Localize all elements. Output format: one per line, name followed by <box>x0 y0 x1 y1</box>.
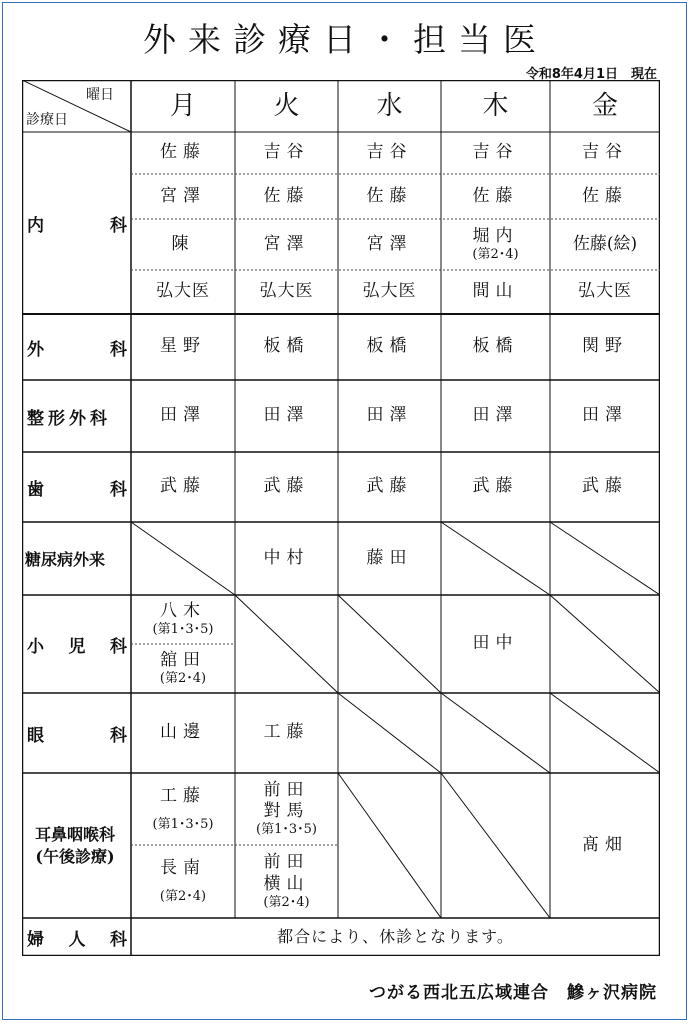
table-cell: 藤田 <box>366 547 413 568</box>
table-cell: 板橋 <box>472 336 519 357</box>
dept-diabetes: 糖尿病外来 <box>25 550 106 569</box>
table-cell: 田澤 <box>160 405 206 426</box>
table-cell: 髙畑 <box>582 834 628 855</box>
table-cell: 山邊 <box>160 722 206 743</box>
table-cell: 八木 (第1･3･5) <box>152 601 214 638</box>
table-cell: 舘田 (第2･4) <box>159 650 207 687</box>
table-cell: 佐藤 <box>366 185 413 206</box>
page-title: 外来診療日・担当医 <box>143 20 548 59</box>
as-of-date: 令和8年4月1日 現在 <box>525 67 657 82</box>
dept-ent: 耳鼻咽喉科 (午後診療) <box>34 824 115 866</box>
table-cell: 弘大医 <box>362 281 417 302</box>
table-cell: 前田 横山 (第2･4) <box>263 852 310 910</box>
table-cell: 板橋 <box>263 336 310 357</box>
table-cell: 星野 <box>160 336 206 357</box>
table-cell: 宮澤 <box>160 185 206 206</box>
table-cell: 弘大医 <box>259 281 314 302</box>
table-cell: 長南 (第2･4) <box>159 858 207 905</box>
dept-surgery: 外 科 <box>27 339 127 360</box>
table-cell: 田澤 <box>366 405 413 426</box>
table-cell: 武藤 <box>263 476 310 497</box>
table-cell: 宮澤 <box>263 233 310 254</box>
table-cell: 吉谷 <box>263 142 310 163</box>
header-corner-date-label: 診療日 <box>26 112 68 128</box>
dept-internal-medicine: 内 科 <box>27 215 127 236</box>
table-cell: 佐藤 <box>582 185 628 206</box>
schedule-note: (第2･4) <box>159 889 207 905</box>
table-cell: 陳 <box>171 233 195 254</box>
table-cell: 田澤 <box>582 405 628 426</box>
table-cell: 吉谷 <box>582 142 628 163</box>
table-cell: 前田 對馬 (第1･3･5) <box>256 779 317 838</box>
table-cell: 田澤 <box>472 405 519 426</box>
table-cell: 武藤 <box>160 476 206 497</box>
table-cell: 佐藤 <box>263 185 310 206</box>
schedule-note: (第1･3･5) <box>152 816 214 832</box>
dept-pediatrics: 小 児 科 <box>27 636 127 657</box>
table-cell: 間山 <box>472 281 519 302</box>
table-cell: 佐藤 <box>160 142 206 163</box>
dept-dentistry: 歯 科 <box>27 479 127 500</box>
table-cell: 佐藤 <box>472 185 519 206</box>
day-header-mon: 月 <box>169 90 196 121</box>
table-cell: 関野 <box>582 336 628 357</box>
table-cell: 田澤 <box>263 405 310 426</box>
schedule-table <box>22 80 660 956</box>
schedule-note: (第2･4) <box>263 894 310 910</box>
day-header-thu: 木 <box>482 90 509 121</box>
table-cell: 武藤 <box>472 476 519 497</box>
day-header-wed: 水 <box>376 90 403 121</box>
header-corner-day-label: 曜日 <box>86 87 114 103</box>
schedule-note: (第2･4) <box>472 247 519 263</box>
table-cell: 吉谷 <box>366 142 413 163</box>
table-cell: 工藤 <box>263 722 310 743</box>
dept-gynecology: 婦 人 科 <box>27 929 127 950</box>
table-cell: 武藤 <box>582 476 628 497</box>
schedule-note: (第1･3･5) <box>256 822 317 838</box>
table-cell: 田中 <box>472 633 519 654</box>
schedule-note: (第1･3･5) <box>152 622 214 638</box>
hospital-name: つがる西北五広域連合 鰺ヶ沢病院 <box>369 983 657 1003</box>
table-cell: 吉谷 <box>472 142 519 163</box>
schedule-note: (第2･4) <box>159 671 207 687</box>
table-cell: 工藤 (第1･3･5) <box>152 785 214 832</box>
day-header-tue: 火 <box>273 90 300 121</box>
table-cell: 弘大医 <box>578 281 632 302</box>
dept-orthopedics: 整形外科 <box>27 408 111 429</box>
day-header-fri: 金 <box>591 90 618 121</box>
table-cell: 堀内 (第2･4) <box>472 226 519 263</box>
table-cell: 中村 <box>263 547 310 568</box>
closed-notice: 都合により、休診となります。 <box>277 927 514 946</box>
table-cell: 板橋 <box>366 336 413 357</box>
table-cell: 武藤 <box>366 476 413 497</box>
table-cell: 佐藤(絵) <box>572 233 638 254</box>
table-cell: 宮澤 <box>366 233 413 254</box>
table-cell: 弘大医 <box>156 281 210 302</box>
dept-ophthalmology: 眼 科 <box>27 725 127 746</box>
